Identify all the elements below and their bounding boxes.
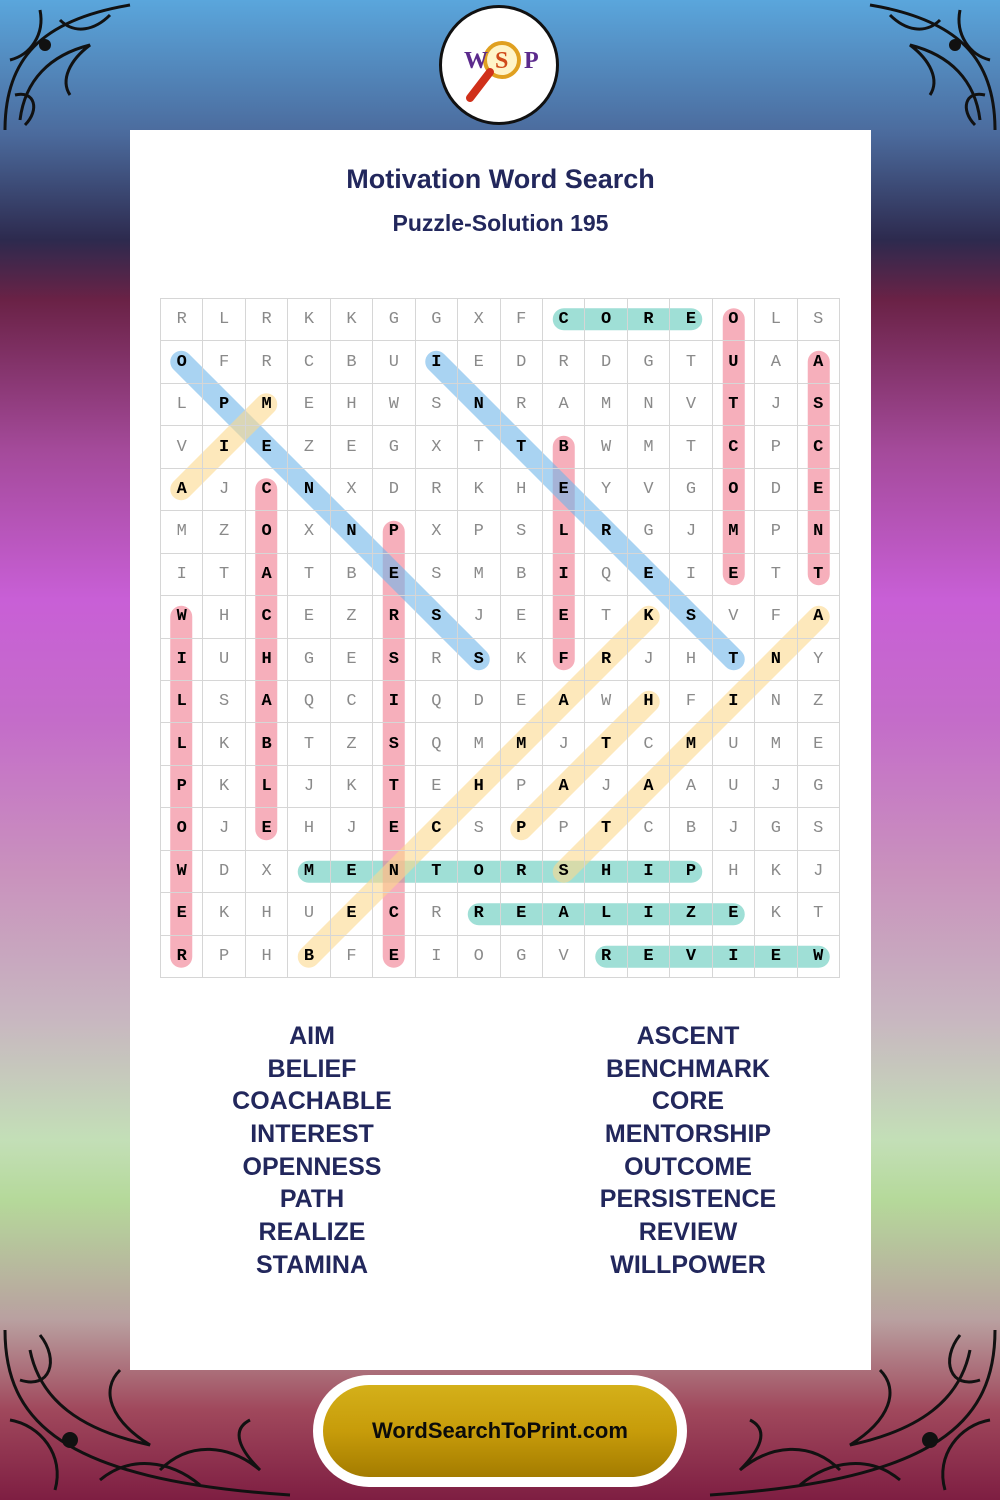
grid-cell: X bbox=[416, 426, 458, 468]
grid-cell: E bbox=[628, 554, 670, 596]
grid-cell: E bbox=[161, 893, 203, 935]
grid-cell: S bbox=[373, 639, 415, 681]
grid-cell: S bbox=[798, 808, 840, 850]
grid-cell: J bbox=[203, 469, 245, 511]
grid-cell: I bbox=[416, 936, 458, 978]
grid-cell: P bbox=[373, 511, 415, 553]
grid-cell: Q bbox=[585, 554, 627, 596]
grid-cell: I bbox=[203, 426, 245, 468]
grid-cell: K bbox=[203, 723, 245, 765]
grid-cell: Z bbox=[798, 681, 840, 723]
grid-cell: O bbox=[713, 299, 755, 341]
grid-cell: L bbox=[755, 299, 797, 341]
grid-cell: T bbox=[670, 341, 712, 383]
grid-cell: L bbox=[161, 384, 203, 426]
grid-cell: P bbox=[501, 766, 543, 808]
grid-cell: S bbox=[416, 596, 458, 638]
grid-cell: N bbox=[373, 851, 415, 893]
grid-cell: H bbox=[331, 384, 373, 426]
puzzle-sheet bbox=[130, 130, 871, 1370]
grid-cell: B bbox=[331, 341, 373, 383]
grid-cell: J bbox=[755, 766, 797, 808]
grid-cell: E bbox=[373, 808, 415, 850]
grid-cell: A bbox=[543, 893, 585, 935]
grid-cell: E bbox=[543, 596, 585, 638]
grid-cell: R bbox=[161, 299, 203, 341]
ornament-top-left bbox=[0, 0, 140, 140]
grid-cell: R bbox=[585, 639, 627, 681]
grid-cell: U bbox=[713, 341, 755, 383]
grid-cell: Z bbox=[331, 596, 373, 638]
grid-cell: W bbox=[161, 851, 203, 893]
grid-cell: O bbox=[246, 511, 288, 553]
grid-cell: H bbox=[585, 851, 627, 893]
grid-cell: N bbox=[755, 681, 797, 723]
grid-cell: M bbox=[501, 723, 543, 765]
grid-cell: M bbox=[458, 723, 500, 765]
word-list-item: PATH bbox=[279, 1185, 345, 1214]
page-title: Motivation Word Search bbox=[346, 164, 655, 194]
word-list-left bbox=[162, 1020, 462, 1282]
grid-cell: V bbox=[543, 936, 585, 978]
grid-cell: E bbox=[373, 554, 415, 596]
grid-cell: U bbox=[203, 639, 245, 681]
grid-cell: G bbox=[798, 766, 840, 808]
grid-cell: N bbox=[755, 639, 797, 681]
grid-cell: F bbox=[203, 341, 245, 383]
grid-cell: U bbox=[373, 341, 415, 383]
grid-cell: R bbox=[416, 469, 458, 511]
grid-cell: J bbox=[755, 384, 797, 426]
grid-cell: J bbox=[670, 511, 712, 553]
grid-cell: I bbox=[670, 554, 712, 596]
grid-cell: P bbox=[755, 426, 797, 468]
grid-cell: A bbox=[628, 766, 670, 808]
grid-cell: K bbox=[288, 299, 330, 341]
grid-cell: G bbox=[628, 341, 670, 383]
grid-cell: C bbox=[713, 426, 755, 468]
grid-cell: P bbox=[203, 384, 245, 426]
grid-cell: E bbox=[331, 639, 373, 681]
grid-cell: W bbox=[373, 384, 415, 426]
ornament-top-right bbox=[860, 0, 1000, 140]
grid-cell: C bbox=[288, 341, 330, 383]
letter-grid bbox=[160, 298, 840, 978]
grid-cell: I bbox=[416, 341, 458, 383]
grid-cell: E bbox=[798, 469, 840, 511]
logo-letter-w: W bbox=[464, 48, 488, 74]
grid-cell: O bbox=[713, 469, 755, 511]
grid-cell: O bbox=[458, 851, 500, 893]
word-list-item: OPENNESS bbox=[242, 1152, 382, 1181]
grid-cell: T bbox=[288, 554, 330, 596]
grid-cell: H bbox=[203, 596, 245, 638]
grid-cell: J bbox=[798, 851, 840, 893]
grid-cell: V bbox=[161, 426, 203, 468]
grid-cell: R bbox=[416, 893, 458, 935]
grid-cell: L bbox=[246, 766, 288, 808]
grid-cell: D bbox=[203, 851, 245, 893]
grid-cell: T bbox=[713, 384, 755, 426]
logo-letter-p: P bbox=[524, 48, 539, 74]
grid-cell: E bbox=[458, 341, 500, 383]
word-list-item: WILLPOWER bbox=[610, 1250, 766, 1279]
grid-cell: B bbox=[543, 426, 585, 468]
grid-cell: P bbox=[501, 808, 543, 850]
grid-cell: R bbox=[585, 511, 627, 553]
grid-cell: G bbox=[373, 299, 415, 341]
grid-cell: T bbox=[288, 723, 330, 765]
grid-cell: M bbox=[670, 723, 712, 765]
grid-cell: F bbox=[331, 936, 373, 978]
grid-cell: W bbox=[798, 936, 840, 978]
grid-cell: B bbox=[246, 723, 288, 765]
grid-cell: S bbox=[416, 554, 458, 596]
grid-cell: T bbox=[713, 639, 755, 681]
grid-cell: S bbox=[798, 299, 840, 341]
grid-cell: C bbox=[246, 469, 288, 511]
grid-cell: M bbox=[288, 851, 330, 893]
grid-cell: M bbox=[246, 384, 288, 426]
grid-cell: Y bbox=[585, 469, 627, 511]
grid-cell: E bbox=[331, 893, 373, 935]
grid-cell: E bbox=[331, 851, 373, 893]
word-list-item: AIM bbox=[289, 1022, 335, 1050]
grid-cell: L bbox=[203, 299, 245, 341]
grid-cell: B bbox=[288, 936, 330, 978]
grid-cell: B bbox=[670, 808, 712, 850]
grid-cell: M bbox=[458, 554, 500, 596]
grid-cell: I bbox=[713, 936, 755, 978]
grid-cell: K bbox=[458, 469, 500, 511]
grid-cell: P bbox=[543, 808, 585, 850]
grid-cell: A bbox=[543, 384, 585, 426]
grid-cell: T bbox=[585, 723, 627, 765]
grid-cell: A bbox=[246, 554, 288, 596]
logo-letter-s: S bbox=[495, 48, 509, 74]
word-list-item: BENCHMARK bbox=[606, 1054, 770, 1083]
grid-cell: H bbox=[501, 469, 543, 511]
grid-cell: J bbox=[628, 639, 670, 681]
grid-cell: M bbox=[755, 723, 797, 765]
grid-cell: S bbox=[798, 384, 840, 426]
grid-cell: G bbox=[670, 469, 712, 511]
grid-cell: N bbox=[628, 384, 670, 426]
grid-cell: T bbox=[585, 596, 627, 638]
grid-cell: K bbox=[331, 766, 373, 808]
grid-cell: E bbox=[713, 554, 755, 596]
grid-cell: S bbox=[501, 511, 543, 553]
grid-cell: S bbox=[373, 723, 415, 765]
grid-cell: N bbox=[331, 511, 373, 553]
grid-cell: W bbox=[585, 681, 627, 723]
grid-cell: R bbox=[585, 936, 627, 978]
grid-cell: A bbox=[755, 341, 797, 383]
grid-cell: R bbox=[246, 341, 288, 383]
grid-cell: K bbox=[628, 596, 670, 638]
grid-cell: E bbox=[373, 936, 415, 978]
word-list-item: BELIEF bbox=[267, 1054, 357, 1083]
grid-cell: I bbox=[543, 554, 585, 596]
grid-cell: N bbox=[288, 469, 330, 511]
grid-cell: E bbox=[501, 893, 543, 935]
grid-cell: E bbox=[628, 936, 670, 978]
grid-cell: F bbox=[670, 681, 712, 723]
grid-cell: E bbox=[288, 384, 330, 426]
grid-cell: A bbox=[670, 766, 712, 808]
grid-cell: M bbox=[585, 384, 627, 426]
grid-cell: O bbox=[458, 936, 500, 978]
grid-cell: T bbox=[203, 554, 245, 596]
grid-cell: S bbox=[458, 808, 500, 850]
grid-cell: L bbox=[543, 511, 585, 553]
grid-cell: A bbox=[246, 681, 288, 723]
word-list-item: STAMINA bbox=[255, 1250, 369, 1279]
page-subtitle: Puzzle-Solution 195 bbox=[392, 210, 609, 236]
grid-cell: I bbox=[628, 893, 670, 935]
grid-cell: T bbox=[585, 808, 627, 850]
grid-cell: J bbox=[288, 766, 330, 808]
grid-cell: P bbox=[670, 851, 712, 893]
grid-cell: P bbox=[203, 936, 245, 978]
grid-cell: T bbox=[373, 766, 415, 808]
grid-cell: M bbox=[161, 511, 203, 553]
grid-cell: J bbox=[543, 723, 585, 765]
grid-cell: H bbox=[670, 639, 712, 681]
grid-cell: M bbox=[628, 426, 670, 468]
grid-cell: D bbox=[585, 341, 627, 383]
grid-cell: D bbox=[373, 469, 415, 511]
word-list-item: MENTORSHIP bbox=[604, 1120, 772, 1149]
grid-cell: T bbox=[670, 426, 712, 468]
word-list bbox=[130, 1020, 871, 1290]
grid-cell: E bbox=[416, 766, 458, 808]
grid-cell: V bbox=[628, 469, 670, 511]
grid-cell: X bbox=[458, 299, 500, 341]
grid-cell: X bbox=[288, 511, 330, 553]
grid-cell: T bbox=[501, 426, 543, 468]
grid-cell: K bbox=[755, 893, 797, 935]
grid-cell: T bbox=[755, 554, 797, 596]
grid-cell: B bbox=[501, 554, 543, 596]
grid-cell: O bbox=[161, 341, 203, 383]
grid-cell: S bbox=[543, 851, 585, 893]
grid-cell: Q bbox=[416, 723, 458, 765]
grid-cell: Z bbox=[203, 511, 245, 553]
grid-cell: D bbox=[458, 681, 500, 723]
grid-cell: E bbox=[246, 426, 288, 468]
grid-cell: H bbox=[628, 681, 670, 723]
grid-cell: Z bbox=[288, 426, 330, 468]
site-link[interactable]: WordSearchToPrint.com bbox=[323, 1385, 677, 1477]
grid-cell: C bbox=[798, 426, 840, 468]
grid-cell: G bbox=[288, 639, 330, 681]
grid-cell: R bbox=[416, 639, 458, 681]
footer-banner[interactable] bbox=[313, 1375, 687, 1487]
grid-cell: G bbox=[628, 511, 670, 553]
grid-cell: C bbox=[543, 299, 585, 341]
grid-cell: X bbox=[331, 469, 373, 511]
grid-cell: T bbox=[798, 554, 840, 596]
grid-cell: A bbox=[543, 766, 585, 808]
grid-cell: E bbox=[670, 299, 712, 341]
grid-cell: A bbox=[798, 596, 840, 638]
word-list-right bbox=[538, 1020, 838, 1282]
grid-cell: E bbox=[501, 596, 543, 638]
grid-cell: K bbox=[203, 766, 245, 808]
word-list-item: INTEREST bbox=[250, 1120, 374, 1149]
grid-cell: J bbox=[203, 808, 245, 850]
grid-cell: E bbox=[543, 469, 585, 511]
grid-cell: S bbox=[458, 639, 500, 681]
grid-cell: I bbox=[628, 851, 670, 893]
grid-cell: J bbox=[458, 596, 500, 638]
grid-cell: C bbox=[246, 596, 288, 638]
grid-cell: I bbox=[161, 554, 203, 596]
grid-cell: I bbox=[161, 639, 203, 681]
grid-cell: R bbox=[458, 893, 500, 935]
grid-cell: C bbox=[331, 681, 373, 723]
grid-cell: O bbox=[161, 808, 203, 850]
grid-cell: C bbox=[416, 808, 458, 850]
site-logo[interactable] bbox=[439, 5, 559, 125]
grid-cell: F bbox=[755, 596, 797, 638]
grid-cell: E bbox=[331, 426, 373, 468]
grid-cell: S bbox=[416, 384, 458, 426]
grid-cell: H bbox=[246, 639, 288, 681]
grid-cell: H bbox=[246, 893, 288, 935]
grid-cell: S bbox=[670, 596, 712, 638]
grid-cell: V bbox=[670, 936, 712, 978]
word-list-item: COACHABLE bbox=[232, 1087, 392, 1116]
grid-cell: G bbox=[755, 808, 797, 850]
word-list-item: ASCENT bbox=[636, 1022, 740, 1050]
grid-cell: U bbox=[288, 893, 330, 935]
grid-cell: L bbox=[161, 723, 203, 765]
grid-cell: E bbox=[246, 808, 288, 850]
word-list-item: REALIZE bbox=[258, 1218, 366, 1247]
grid-cell: I bbox=[373, 681, 415, 723]
grid-cell: A bbox=[798, 341, 840, 383]
grid-cell: R bbox=[628, 299, 670, 341]
grid-cell: A bbox=[161, 469, 203, 511]
grid-cell: D bbox=[755, 469, 797, 511]
grid-cell: U bbox=[713, 766, 755, 808]
grid-cell: P bbox=[161, 766, 203, 808]
grid-cell: H bbox=[246, 936, 288, 978]
grid-cell: Z bbox=[670, 893, 712, 935]
grid-cell: G bbox=[501, 936, 543, 978]
grid-cell: Q bbox=[288, 681, 330, 723]
word-list-item: REVIEW bbox=[638, 1218, 738, 1247]
word-list-item: CORE bbox=[651, 1087, 725, 1116]
grid-cell: N bbox=[458, 384, 500, 426]
grid-cell: H bbox=[713, 851, 755, 893]
grid-cell: P bbox=[458, 511, 500, 553]
word-list-item: OUTCOME bbox=[624, 1152, 752, 1181]
grid-cell: X bbox=[246, 851, 288, 893]
grid-cell: W bbox=[161, 596, 203, 638]
grid-cell: J bbox=[713, 808, 755, 850]
grid-cell: K bbox=[501, 639, 543, 681]
grid-cell: H bbox=[458, 766, 500, 808]
grid-cell: C bbox=[373, 893, 415, 935]
grid-cell: H bbox=[288, 808, 330, 850]
grid-cell: V bbox=[670, 384, 712, 426]
grid-cell: X bbox=[416, 511, 458, 553]
grid-cell: G bbox=[373, 426, 415, 468]
grid-cell: I bbox=[713, 681, 755, 723]
grid-cell: L bbox=[161, 681, 203, 723]
grid-cell: R bbox=[161, 936, 203, 978]
grid-cell: K bbox=[331, 299, 373, 341]
grid-cell: G bbox=[416, 299, 458, 341]
grid-cell: R bbox=[543, 341, 585, 383]
grid-cell: C bbox=[628, 723, 670, 765]
grid-cell: D bbox=[501, 341, 543, 383]
grid-cell: A bbox=[543, 681, 585, 723]
grid-cell: R bbox=[246, 299, 288, 341]
grid-cell: K bbox=[755, 851, 797, 893]
grid-cell: N bbox=[798, 511, 840, 553]
grid-cell: E bbox=[798, 723, 840, 765]
grid-cell: J bbox=[585, 766, 627, 808]
grid-cell: E bbox=[713, 893, 755, 935]
grid-cell: C bbox=[628, 808, 670, 850]
grid-cell: E bbox=[501, 681, 543, 723]
grid-cell: E bbox=[755, 936, 797, 978]
grid-cell: K bbox=[203, 893, 245, 935]
grid-cell: L bbox=[585, 893, 627, 935]
grid-cell: R bbox=[501, 384, 543, 426]
word-list-item: PERSISTENCE bbox=[599, 1185, 777, 1214]
grid-cell: M bbox=[713, 511, 755, 553]
grid-cell: Z bbox=[331, 723, 373, 765]
grid-cell: P bbox=[755, 511, 797, 553]
grid-cell: V bbox=[713, 596, 755, 638]
grid-cell: R bbox=[373, 596, 415, 638]
puzzle-grid bbox=[160, 298, 840, 978]
grid-cell: Y bbox=[798, 639, 840, 681]
grid-cell: B bbox=[331, 554, 373, 596]
grid-cell: F bbox=[543, 639, 585, 681]
grid-cell: T bbox=[798, 893, 840, 935]
grid-cell: S bbox=[203, 681, 245, 723]
grid-cell: U bbox=[713, 723, 755, 765]
grid-cell: E bbox=[288, 596, 330, 638]
grid-cell: O bbox=[585, 299, 627, 341]
grid-cell: T bbox=[416, 851, 458, 893]
grid-cell: R bbox=[501, 851, 543, 893]
magnifier-icon bbox=[442, 8, 556, 122]
grid-cell: T bbox=[458, 426, 500, 468]
grid-cell: Q bbox=[416, 681, 458, 723]
grid-cell: W bbox=[585, 426, 627, 468]
grid-cell: J bbox=[331, 808, 373, 850]
grid-cell: F bbox=[501, 299, 543, 341]
